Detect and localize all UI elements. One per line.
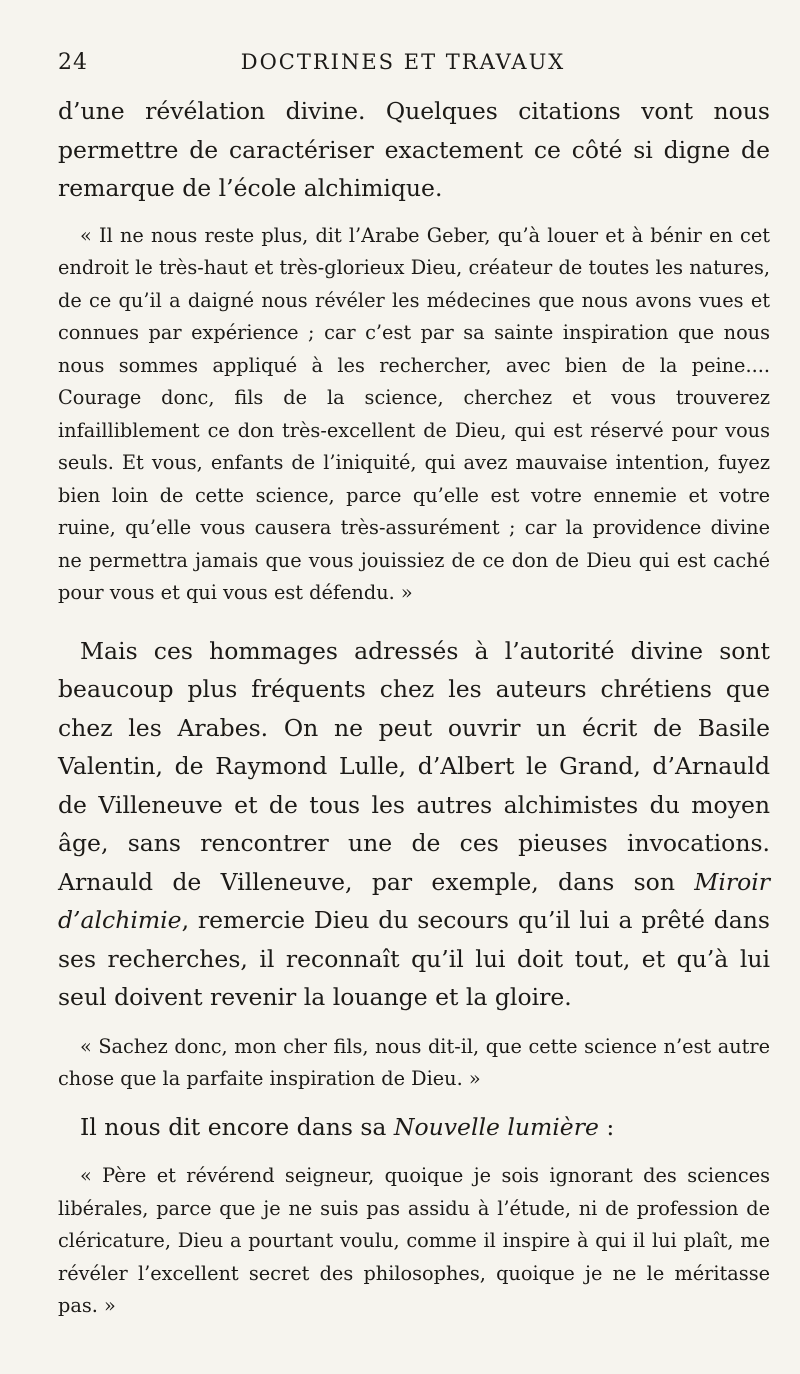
- quote-arnauld: « Sachez donc, mon cher fils, nous dit-il, que cette science n’est autre chose que la parfaite inspiration de Dieu. »: [58, 1034, 770, 1090]
- paragraph-christian-authors: [58, 632, 770, 1017]
- page-number: 24: [58, 50, 88, 75]
- book-title-miroir: Miroir d’alchimie: [58, 867, 770, 934]
- page-header: [58, 50, 748, 86]
- page-body: [58, 92, 770, 1323]
- paragraph-text-end: :: [598, 1112, 615, 1141]
- paragraph-text-end: , remercie Dieu du secours qu’il lui a prêté dans ses recherches, il reconnaît qu’il lui doit tout, et qu’à lui seul doivent revenir la louange et la gloire.: [58, 906, 770, 1011]
- quote-pere-reverend: « Père et révérend seigneur, quoique je sois ignorant des sciences libérales, parce que je ne suis pas assidu à l’étude, ni de profession de cléricature, Dieu a pourtant voulu, comme il inspire à qui il lui plaît, me révéler l’excellent secret des philosophes, quoique je ne le méritasse pas. »: [58, 1164, 770, 1317]
- running-title: DOCTRINES ET TRAVAUX: [240, 50, 566, 74]
- paragraph-text-start: Mais ces hommages adressés à l’autorité divine sont beaucoup plus fréquents chez les auteurs chrétiens que chez les Arabes. On ne peut ouvrir un écrit de Basile Valentin, de Raymond Lulle, d’Albert le Grand, d’Arnauld de Villeneuve et de tous les autres alchimistes du moyen âge, sans rencontrer une de ces pieuses invocations. Arnauld de Villeneuve, par exemple, dans son: [58, 636, 770, 896]
- paragraph-nouvelle-lumiere: [58, 1108, 770, 1147]
- paragraph-text-start: Il nous dit encore dans sa: [80, 1112, 394, 1141]
- quote-geber: « Il ne nous reste plus, dit l’Arabe Geber, qu’à louer et à bénir en cet endroit le très-haut et très-glorieux Dieu, créateur de toutes les natures, de ce qu’il a daigné nous révéler les médecines que nous avons vues et connues par expérience ; car c’est par sa sainte inspiration que nous nous sommes appliqué à les rechercher, avec bien de la peine.... Courage donc, fils de la science, cherchez et vous trouverez infailliblement ce don très-excellent de Dieu, qui est réservé pour vous seuls. Et vous, enfants de l’iniquité, qui avez mauvaise intention, fuyez bien loin de cette science, parce qu’elle est votre ennemie et votre ruine, qu’elle vous causera très-assurément ; car la providence divine ne permettra jamais que vous jouissiez de ce don de Dieu qui est caché pour vous et qui vous est défendu. »: [58, 223, 770, 604]
- paragraph-intro: d’une révélation divine. Quelques citations vont nous permettre de caractériser exactement ce côté si digne de remarque de l’école alchimique.: [58, 97, 770, 202]
- book-title-nouvelle-lumiere: Nouvelle lumière: [393, 1112, 599, 1141]
